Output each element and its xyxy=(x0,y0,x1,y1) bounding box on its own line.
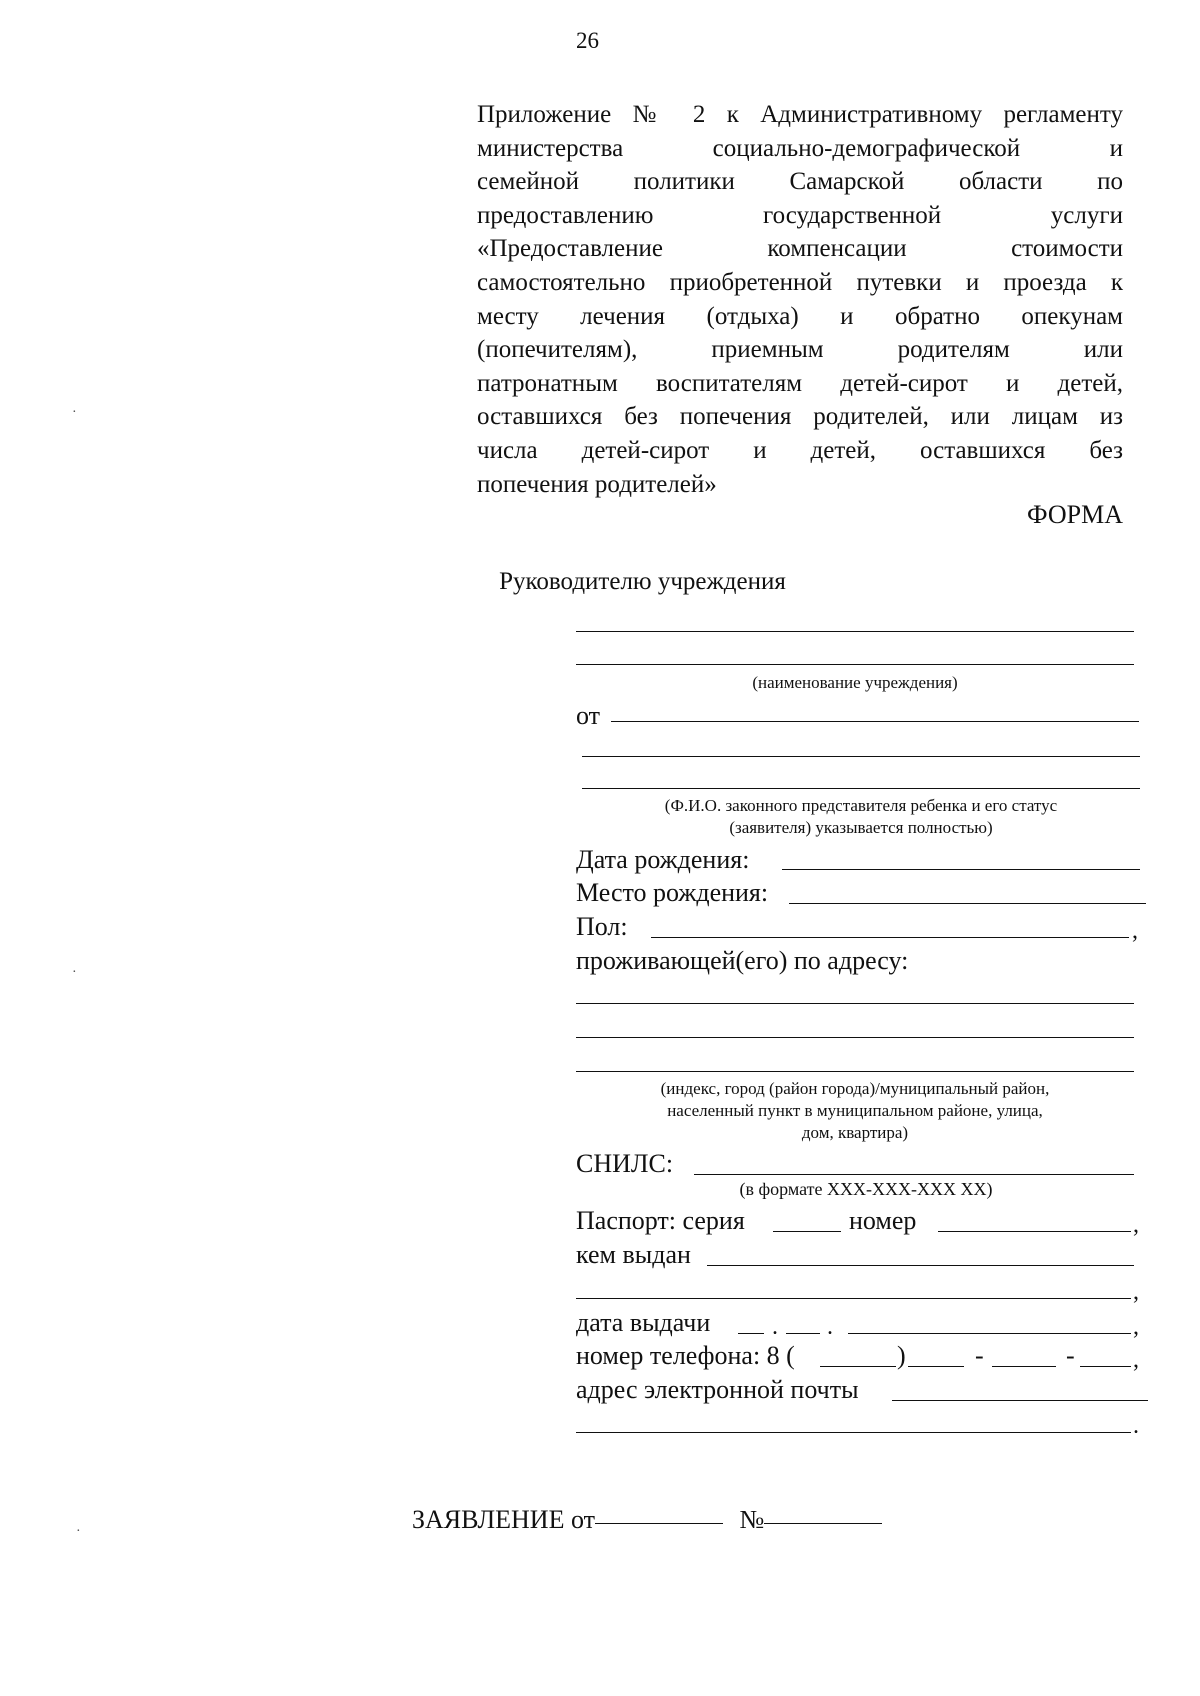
birth-date-line[interactable] xyxy=(782,869,1140,870)
passport-series-line[interactable] xyxy=(773,1231,841,1232)
email-line-1[interactable] xyxy=(892,1400,1148,1401)
institution-caption: (наименование учреждения) xyxy=(752,673,958,692)
applicant-caption-line-2: (заявителя) указывается полностью) xyxy=(729,818,993,837)
scan-mark: · xyxy=(76,1524,81,1539)
appendix-line: предоставлению государственной услуги xyxy=(477,201,1123,229)
issued-by-line-1[interactable] xyxy=(707,1265,1134,1266)
issue-year-line[interactable] xyxy=(848,1333,1131,1334)
appendix-line: месту лечения (отдыха) и обратно опекунам xyxy=(477,302,1123,330)
email-period: . xyxy=(1133,1413,1139,1439)
phone-comma: , xyxy=(1133,1347,1139,1373)
applicant-name-line-1[interactable] xyxy=(611,721,1139,722)
address-caption-line-3: дом, квартира) xyxy=(801,1123,909,1142)
phone-part-3-line[interactable] xyxy=(1080,1366,1131,1367)
address-caption-line-1: (индекс, город (район города)/муниципальный район, xyxy=(660,1079,1050,1098)
passport-number-line[interactable] xyxy=(938,1231,1131,1232)
applicant-caption xyxy=(582,795,1140,839)
passport-comma: , xyxy=(1133,1212,1139,1238)
addressee-title: Руководителю учреждения xyxy=(499,568,786,595)
birth-place-label: Место рождения: xyxy=(576,878,769,907)
appendix-line: «Предоставление компенсации стоимости xyxy=(477,235,1123,263)
appendix-line: (попечителям), приемным родителям или xyxy=(477,336,1123,364)
phone-part-2-line[interactable] xyxy=(992,1366,1056,1367)
address-line-2[interactable] xyxy=(576,1037,1134,1038)
phone-dash-2: - xyxy=(1066,1341,1075,1370)
statement-date-line[interactable] xyxy=(595,1523,723,1524)
appendix-line: попечения родителей» xyxy=(477,470,717,498)
appendix-line: Приложение № 2 к Административному регламенту xyxy=(477,101,1123,128)
issue-day-line[interactable] xyxy=(738,1333,764,1334)
phone-part-1-line[interactable] xyxy=(908,1366,964,1367)
sex-comma: , xyxy=(1132,918,1138,944)
institution-line-2[interactable] xyxy=(576,664,1134,665)
address-caption xyxy=(576,1078,1134,1144)
appendix-line: числа детей-сирот и детей, оставшихся без xyxy=(477,436,1123,464)
form-label: ФОРМА xyxy=(1027,500,1123,529)
snils-label: СНИЛС: xyxy=(576,1149,674,1178)
page-number: 26 xyxy=(576,28,599,53)
address-line-1[interactable] xyxy=(576,1003,1134,1004)
appendix-header xyxy=(477,98,1123,501)
snils-caption: (в формате XXX-XXX-XXX XX) xyxy=(739,1179,993,1199)
statement-label: ЗАЯВЛЕНИЕ от xyxy=(412,1505,595,1534)
email-line-2[interactable] xyxy=(576,1432,1131,1433)
phone-code-line[interactable] xyxy=(820,1366,896,1367)
passport-number-label: номер xyxy=(849,1206,917,1235)
residing-label: проживающей(его) по адресу: xyxy=(576,946,909,975)
address-caption-line-2: населенный пункт в муниципальном районе, улица, xyxy=(667,1101,1043,1120)
issue-date-dot-2: . xyxy=(827,1314,833,1340)
issue-date-label: дата выдачи xyxy=(576,1308,711,1337)
statement-number-sign: № xyxy=(739,1505,765,1534)
email-label: адрес электронной почты xyxy=(576,1375,859,1404)
applicant-name-line-3[interactable] xyxy=(582,788,1140,789)
statement-title xyxy=(412,1505,882,1535)
phone-dash-1: - xyxy=(975,1341,984,1370)
issued-by-line-2[interactable] xyxy=(576,1298,1131,1299)
birth-date-label: Дата рождения: xyxy=(576,845,750,874)
appendix-line: министерства социально-демографической и xyxy=(477,134,1123,162)
statement-number-line[interactable] xyxy=(764,1523,882,1524)
passport-series-label: Паспорт: серия xyxy=(576,1206,745,1235)
birth-place-line[interactable] xyxy=(789,903,1146,904)
scan-mark: · xyxy=(72,405,77,420)
scan-mark: · xyxy=(72,965,77,980)
appendix-line: семейной политики Самарской области по xyxy=(477,168,1123,196)
applicant-name-line-2[interactable] xyxy=(582,756,1140,757)
appendix-line: самостоятельно приобретенной путевки и проезда к xyxy=(477,268,1123,296)
issue-month-line[interactable] xyxy=(786,1333,820,1334)
from-label: от xyxy=(576,701,601,730)
issue-date-comma: , xyxy=(1133,1314,1139,1340)
appendix-line: оставшихся без попечения родителей, или лицам из xyxy=(477,403,1123,431)
appendix-line: патронатным воспитателям детей-сирот и детей, xyxy=(477,369,1123,397)
sex-label: Пол: xyxy=(576,912,628,941)
issued-by-comma: , xyxy=(1133,1279,1139,1305)
phone-label: номер телефона: 8 ( xyxy=(576,1341,795,1370)
issue-date-dot-1: . xyxy=(772,1314,778,1340)
snils-line[interactable] xyxy=(694,1174,1134,1175)
issued-by-label: кем выдан xyxy=(576,1240,691,1269)
institution-line-1[interactable] xyxy=(576,631,1134,632)
sex-line[interactable] xyxy=(651,937,1129,938)
applicant-caption-line-1: (Ф.И.О. законного представителя ребенка и его статус xyxy=(664,796,1058,815)
address-line-3[interactable] xyxy=(576,1071,1134,1072)
phone-paren-close: ) xyxy=(897,1341,906,1370)
